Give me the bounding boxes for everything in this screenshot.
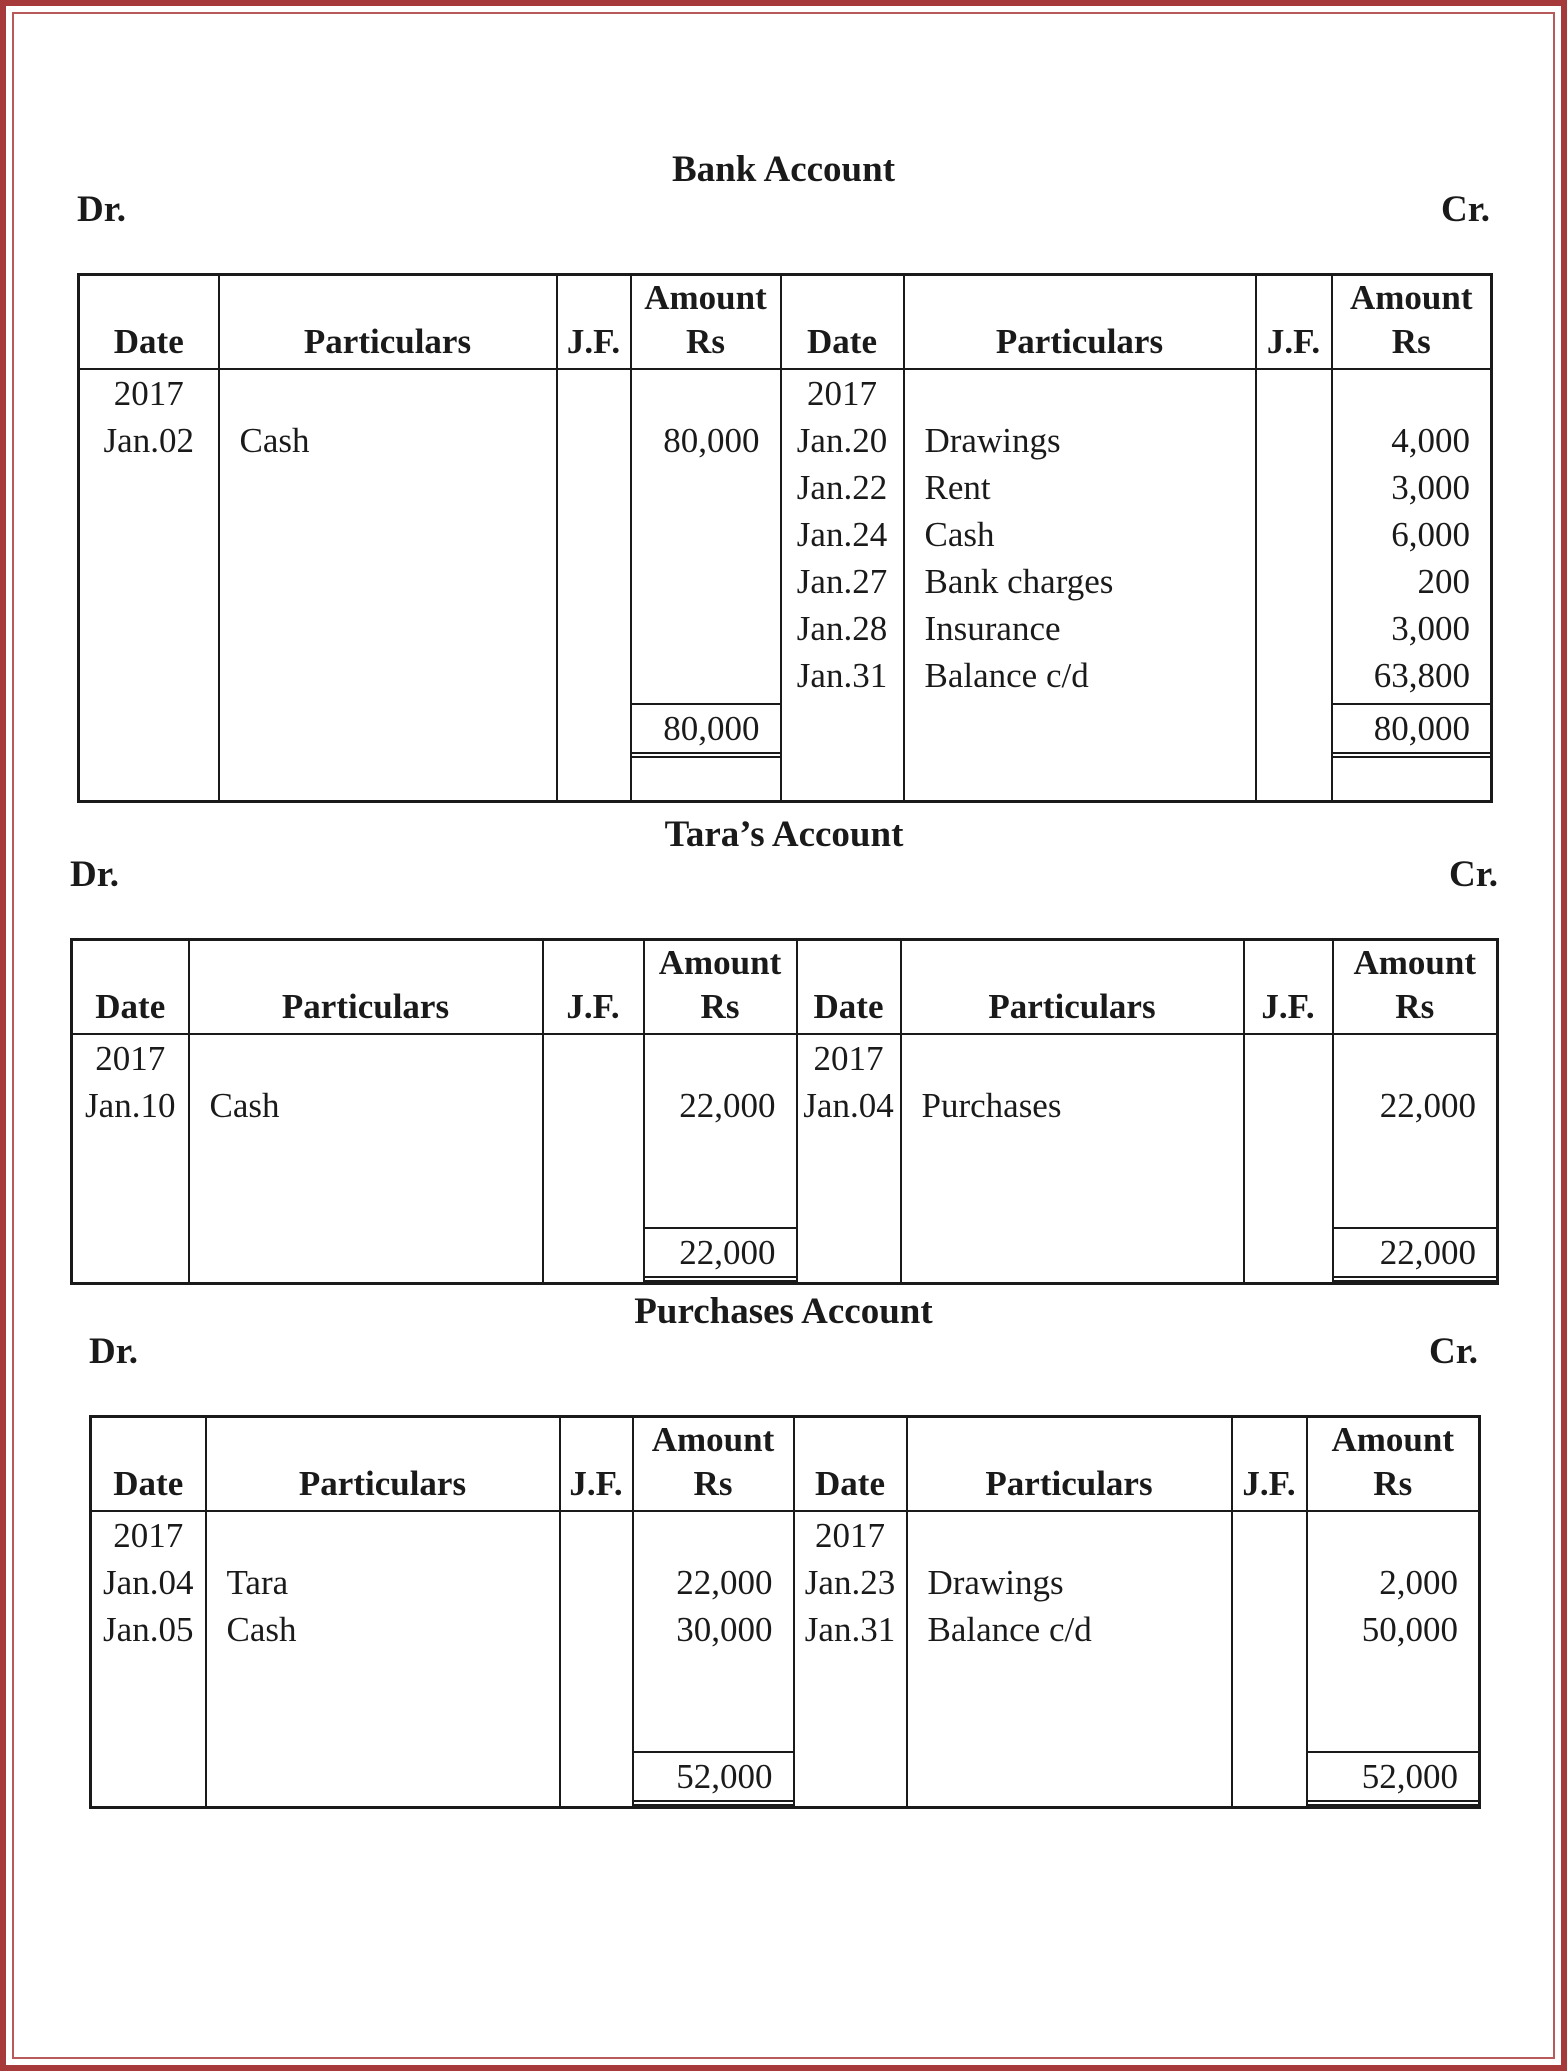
debit-date-column [91,1511,206,1808]
credit-amount-header-line2: Rs [1395,987,1435,1026]
credit-label: Cr. [1441,189,1490,230]
credit-entry-jf [1257,417,1331,464]
debit-particulars-header: Particulars [189,940,543,1035]
credit-particulars-column [904,369,1256,801]
debit-amount-header-line1: Amount [651,1420,775,1459]
credit-amount-column [1332,369,1492,801]
debit-date-column [72,1034,189,1284]
credit-entry-jf [1257,558,1331,605]
credit-entry-date: Jan.04 [803,1086,894,1125]
credit-date-column [794,1511,907,1808]
credit-particulars-header: Particulars [901,940,1244,1035]
credit-particulars-header: Particulars [904,275,1256,370]
account-title: Tara’s Account [664,814,904,855]
credit-particulars-header: Particulars [907,1417,1232,1512]
credit-date-header: Date [781,275,904,370]
spacer [1257,370,1331,417]
credit-entry-amount: 200 [1417,562,1470,601]
spacer [632,558,780,605]
debit-total-amount: 52,000 [634,1751,793,1806]
credit-entry-jf [1233,1606,1306,1653]
credit-entry-particulars: Rent [924,468,991,507]
account-title: Bank Account [671,149,896,190]
spacer [1308,1700,1479,1747]
ledger-table [70,938,1499,1285]
spacer [632,464,780,511]
credit-jf-column [1244,1034,1333,1284]
debit-amount-header [644,940,797,1035]
spacer [632,370,780,417]
spacer [645,1176,796,1223]
credit-entry-jf [1257,464,1331,511]
debit-amount-header-line1: Amount [658,943,782,982]
debit-jf-column [543,1034,644,1284]
spacer [558,370,630,417]
spacer [645,1129,796,1176]
debit-jf-header: J.F. [557,275,631,370]
spacer [645,1035,796,1082]
debit-particulars-header: Particulars [219,275,557,370]
credit-date-header: Date [794,1417,907,1512]
credit-entry-jf [1257,652,1331,699]
spacer [632,605,780,652]
spacer [544,1035,643,1082]
credit-jf-column [1232,1511,1307,1808]
credit-entry-jf [1257,511,1331,558]
account-title: Purchases Account [634,1291,933,1332]
credit-jf-column [1256,369,1332,801]
spacer [561,1512,632,1559]
credit-jf-header: J.F. [1232,1417,1307,1512]
debit-entry-date: Jan.05 [103,1610,194,1649]
spacer [632,652,780,699]
credit-jf-header: J.F. [1256,275,1332,370]
credit-amount-header-line1: Amount [1349,278,1473,317]
debit-amount-header-line2: Rs [686,322,725,361]
debit-amount-header [631,275,781,370]
debit-amount-header [633,1417,794,1512]
debit-date-header: Date [72,940,189,1035]
debit-entry-amount: 22,000 [679,1086,776,1125]
spacer [632,511,780,558]
credit-particulars-column [901,1034,1244,1284]
credit-entry-amount: 3,000 [1391,609,1470,648]
credit-label: Cr. [1449,854,1498,895]
debit-entry-jf [561,1559,632,1606]
credit-entry-date: Jan.27 [796,562,888,601]
debit-amount-header-line2: Rs [693,1464,733,1503]
spacer [1233,1512,1306,1559]
spacer [1308,1653,1479,1700]
credit-entry-amount: 3,000 [1391,468,1470,507]
debit-year: 2017 [95,1039,166,1078]
credit-entry-particulars: Insurance [924,609,1061,648]
credit-entry-date: Jan.24 [796,515,888,554]
credit-entry-date: Jan.20 [796,421,888,460]
credit-entry-particulars: Drawings [924,421,1061,460]
credit-year: 2017 [813,1039,884,1078]
debit-jf-column [560,1511,633,1808]
credit-date-column [781,369,904,801]
debit-amount-header-line2: Rs [700,987,740,1026]
debit-amount-header-line1: Amount [644,278,767,317]
credit-jf-header: J.F. [1244,940,1333,1035]
credit-amount-header-line1: Amount [1353,943,1477,982]
credit-entry-amount: 22,000 [1379,1086,1476,1125]
credit-entry-date: Jan.28 [796,609,888,648]
debit-label: Dr. [70,854,119,895]
spacer [905,370,1255,417]
debit-entry-particulars: Cash [226,1610,297,1649]
credit-entry-date: Jan.22 [796,468,888,507]
credit-total-amount: 22,000 [1334,1227,1497,1282]
credit-entry-amount: 63,800 [1373,656,1470,695]
debit-particulars-column [189,1034,543,1284]
debit-date-header: Date [79,275,219,370]
debit-entry-jf [561,1606,632,1653]
spacer [207,1512,559,1559]
debit-entry-amount: 80,000 [663,421,760,460]
credit-entry-amount: 2,000 [1379,1563,1458,1602]
debit-year: 2017 [113,374,184,413]
debit-amount-column [633,1511,794,1808]
credit-amount-header [1333,940,1498,1035]
debit-year: 2017 [113,1516,184,1555]
credit-total-amount: 52,000 [1308,1751,1479,1806]
debit-amount-column [631,369,781,801]
debit-label: Dr. [89,1331,138,1372]
debit-amount-column [644,1034,797,1284]
credit-entry-particulars: Balance c/d [927,1610,1092,1649]
debit-entry-date: Jan.04 [103,1563,194,1602]
debit-date-column [79,369,219,801]
spacer [1308,1512,1479,1559]
spacer [1245,1035,1332,1082]
spacer [1333,370,1491,417]
spacer [634,1700,793,1747]
credit-label: Cr. [1429,1331,1478,1372]
debit-date-header: Date [91,1417,206,1512]
credit-entry-jf [1245,1082,1332,1129]
credit-year: 2017 [815,1516,885,1555]
ledger-table [89,1415,1481,1809]
debit-jf-column [557,369,631,801]
credit-entry-amount: 4,000 [1391,421,1470,460]
credit-entry-date: Jan.31 [804,1610,896,1649]
credit-year: 2017 [807,374,877,413]
credit-entry-particulars: Bank charges [924,562,1114,601]
debit-jf-header: J.F. [543,940,644,1035]
credit-date-header: Date [797,940,901,1035]
credit-entry-date: Jan.31 [796,656,888,695]
debit-entry-amount: 30,000 [676,1610,773,1649]
debit-entry-particulars: Cash [239,421,310,460]
credit-entry-jf [1257,605,1331,652]
debit-total-amount: 22,000 [645,1227,796,1282]
credit-entry-date: Jan.23 [804,1563,896,1602]
credit-date-column [797,1034,901,1284]
taras-account-ledger [70,814,1498,1276]
purchases-account-ledger [89,1291,1478,1798]
credit-amount-header-line2: Rs [1391,322,1431,361]
spacer [1334,1176,1497,1223]
credit-entry-particulars: Drawings [927,1563,1064,1602]
credit-entry-amount: 50,000 [1361,1610,1458,1649]
debit-particulars-column [206,1511,560,1808]
debit-entry-amount: 22,000 [676,1563,773,1602]
credit-entry-jf [1233,1559,1306,1606]
debit-entry-date: Jan.10 [85,1086,176,1125]
credit-entry-particulars: Cash [924,515,995,554]
debit-particulars-column [219,369,557,801]
debit-particulars-header: Particulars [206,1417,560,1512]
debit-entry-jf [544,1082,643,1129]
spacer [634,1653,793,1700]
credit-entry-particulars: Purchases [921,1086,1062,1125]
credit-amount-header [1307,1417,1480,1512]
spacer [220,370,556,417]
credit-amount-column [1307,1511,1480,1808]
debit-entry-date: Jan.02 [103,421,194,460]
debit-jf-header: J.F. [560,1417,633,1512]
ledger-table [77,273,1493,803]
spacer [902,1035,1243,1082]
credit-total-amount: 80,000 [1333,703,1491,758]
spacer [1334,1035,1497,1082]
spacer [1334,1129,1497,1176]
credit-entry-amount: 6,000 [1391,515,1470,554]
credit-amount-header-line1: Amount [1331,1420,1455,1459]
spacer [190,1035,542,1082]
credit-particulars-column [907,1511,1232,1808]
credit-entry-particulars: Balance c/d [924,656,1089,695]
debit-entry-jf [558,417,630,464]
bank-account-ledger [77,149,1490,800]
spacer [908,1512,1231,1559]
debit-total-amount: 80,000 [632,703,780,758]
spacer [634,1512,793,1559]
debit-entry-particulars: Cash [209,1086,280,1125]
debit-label: Dr. [77,189,126,230]
debit-entry-particulars: Tara [226,1563,289,1602]
credit-amount-column [1333,1034,1498,1284]
credit-amount-header-line2: Rs [1373,1464,1413,1503]
credit-amount-header [1332,275,1492,370]
